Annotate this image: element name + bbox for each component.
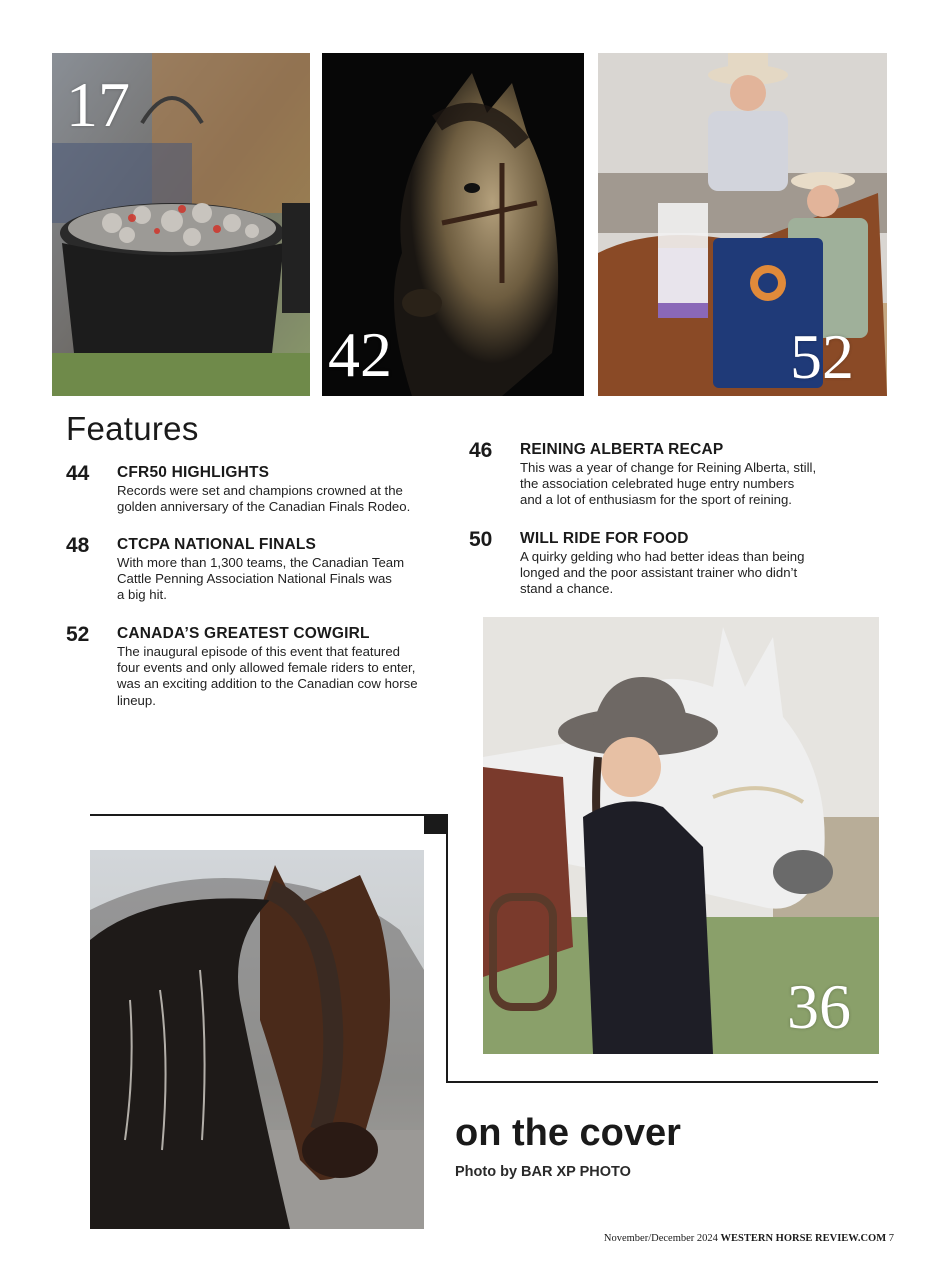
feature-title: CANADA’S GREATEST COWGIRL — [117, 625, 370, 642]
page-number-label: 36 — [787, 971, 851, 1042]
feature-page-number: 44 — [66, 462, 90, 485]
frame-line-top — [90, 814, 448, 816]
feature-description: Records were set and champions crowned at the golden anniversary of the Canadian Finals Rodeo. — [117, 483, 411, 515]
photo-dutch-oven — [52, 53, 310, 396]
photo-cowgirl-winners — [598, 53, 887, 396]
cover-heading: on the cover — [455, 1112, 681, 1154]
feature-page-number: 52 — [66, 623, 90, 646]
page-number-label: 17 — [66, 69, 130, 140]
feature-title: CFR50 HIGHLIGHTS — [117, 464, 270, 481]
cover-photo-credit: Photo by BAR XP PHOTO — [455, 1164, 631, 1180]
photo-girl-white-horse — [483, 617, 879, 1054]
page-footer — [604, 1233, 894, 1244]
feature-description: A quirky gelding who had better ideas than being longed and the poor assistant trainer who didn’t stand a chance. — [520, 549, 805, 597]
frame-line-vertical — [446, 814, 448, 1082]
cover-horse-image — [90, 850, 424, 1229]
footer-page-number: 7 — [888, 1233, 894, 1244]
feature-title: CTCPA NATIONAL FINALS — [117, 536, 317, 553]
frame-corner-block — [424, 814, 448, 834]
photo-cover-horse — [90, 850, 424, 1229]
feature-page-number: 46 — [469, 439, 493, 462]
page-number-label: 52 — [790, 321, 854, 392]
feature-description: The inaugural episode of this event that featured four events and only allowed female riders to enter, was an exciting addition to the Canadian cow horse lineup. — [117, 644, 418, 708]
feature-description: This was a year of change for Reining Alberta, still, the association celebrated huge entry numbers and a lot of enthusiasm for the sport of reining. — [520, 460, 817, 508]
photo-buckskin-horse — [322, 53, 584, 396]
footer-site: WESTERN HORSE REVIEW.COM — [720, 1233, 887, 1244]
frame-line-bottom — [446, 1081, 878, 1083]
feature-title: REINING ALBERTA RECAP — [520, 441, 724, 458]
feature-page-number: 48 — [66, 534, 90, 557]
feature-title: WILL RIDE FOR FOOD — [520, 530, 689, 547]
footer-issue: November/December 2024 — [603, 1233, 718, 1244]
feature-description: With more than 1,300 teams, the Canadian Team Cattle Penning Association National Finals was a big hit. — [117, 555, 405, 603]
features-heading: Features — [66, 410, 199, 447]
feature-page-number: 50 — [469, 528, 493, 551]
page-number-label: 42 — [328, 319, 392, 390]
